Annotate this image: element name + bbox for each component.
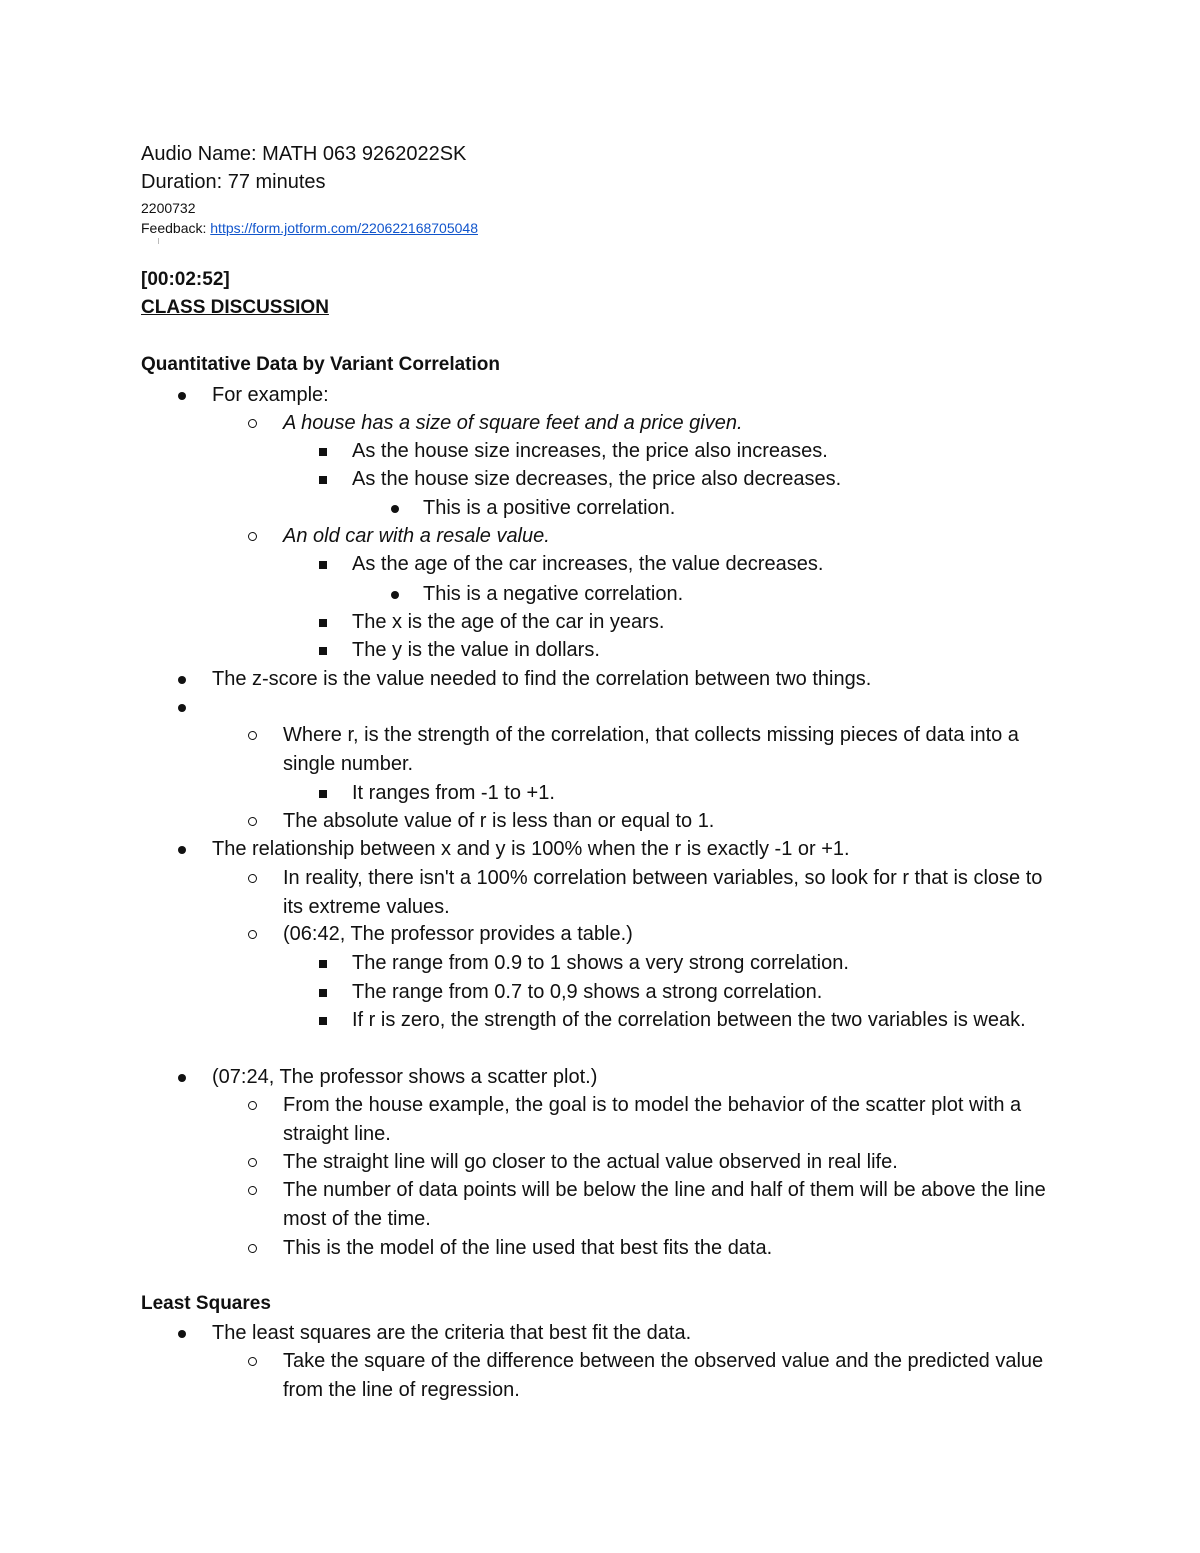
bullet-disc-icon [391, 591, 399, 599]
bullet-disc-icon [178, 1330, 186, 1338]
list-item: The number of data points will be below the line and half of them will be above the line most of the time. [283, 1176, 1053, 1233]
bullet-disc-icon [178, 676, 186, 684]
cursor-mark [158, 238, 159, 244]
bullet-circle-icon [248, 731, 257, 740]
bullet-square-icon [319, 448, 327, 456]
bullet-disc-icon [178, 392, 186, 400]
list-item: The y is the value in dollars. [352, 636, 1112, 665]
bullet-circle-icon [248, 930, 257, 939]
bullet-square-icon [319, 647, 327, 655]
list-item: (06:42, The professor provides a table.) [283, 920, 1103, 949]
list-item: The range from 0.9 to 1 shows a very strong correlation. [352, 949, 1112, 978]
list-item: As the age of the car increases, the value decreases. [352, 550, 1112, 579]
bullet-circle-icon [248, 817, 257, 826]
feedback-line [141, 218, 478, 238]
bullet-square-icon [319, 989, 327, 997]
document-id: 2200732 [141, 200, 196, 216]
bullet-circle-icon [248, 1186, 257, 1195]
bullet-disc-icon [178, 704, 186, 712]
bullet-circle-icon [248, 1101, 257, 1110]
list-item: The straight line will go closer to the actual value observed in real life. [283, 1148, 1103, 1177]
duration: Duration: 77 minutes [141, 171, 326, 193]
audio-name: Audio Name: MATH 063 9262022SK [141, 143, 467, 165]
bullet-circle-icon [248, 419, 257, 428]
list-item: It ranges from -1 to +1. [352, 779, 1112, 808]
list-item: Where r, is the strength of the correlation, that collects missing pieces of data into a single number. [283, 721, 1073, 778]
feedback-label: Feedback: [141, 220, 211, 236]
list-item-empty [212, 693, 1112, 721]
bullet-square-icon [319, 960, 327, 968]
list-item: The x is the age of the car in years. [352, 608, 1112, 637]
list-item: This is the model of the line used that best fits the data. [283, 1234, 1103, 1263]
list-item: A house has a size of square feet and a price given. [283, 409, 1103, 438]
bullet-square-icon [319, 790, 327, 798]
list-item: Take the square of the difference between the observed value and the predicted value from the line of regression. [283, 1347, 1063, 1404]
bullet-circle-icon [248, 1158, 257, 1167]
list-item: As the house size decreases, the price also decreases. [352, 465, 1112, 494]
bullet-square-icon [319, 476, 327, 484]
timestamp: [00:02:52] [141, 269, 230, 290]
feedback-link[interactable]: https://form.jotform.com/220622168705048 [210, 220, 478, 236]
bullet-circle-icon [248, 874, 257, 883]
list-item: As the house size increases, the price also increases. [352, 437, 1112, 466]
subsection-heading: Quantitative Data by Variant Correlation [141, 354, 500, 375]
list-item: This is a positive correlation. [423, 494, 1113, 523]
subsection-heading: Least Squares [141, 1293, 271, 1314]
list-item: The relationship between x and y is 100% when the r is exactly -1 or +1. [212, 835, 1112, 864]
bullet-square-icon [319, 561, 327, 569]
section-title: CLASS DISCUSSION [141, 297, 329, 318]
list-item: From the house example, the goal is to model the behavior of the scatter plot with a straight line. [283, 1091, 1043, 1148]
list-item: The least squares are the criteria that best fit the data. [212, 1319, 1112, 1348]
list-item: For example: [212, 381, 1112, 410]
bullet-circle-icon [248, 1244, 257, 1253]
list-item: The z-score is the value needed to find the correlation between two things. [212, 665, 1112, 694]
bullet-square-icon [319, 1017, 327, 1025]
list-item: The range from 0.7 to 0,9 shows a strong correlation. [352, 978, 1112, 1007]
bullet-circle-icon [248, 532, 257, 541]
bullet-circle-icon [248, 1357, 257, 1366]
list-item: In reality, there isn't a 100% correlation between variables, so look for r that is close to its extreme values. [283, 864, 1043, 921]
bullet-square-icon [319, 619, 327, 627]
bullet-disc-icon [178, 1074, 186, 1082]
list-item: This is a negative correlation. [423, 580, 1113, 609]
list-item: An old car with a resale value. [283, 522, 1103, 551]
bullet-disc-icon [178, 846, 186, 854]
bullet-disc-icon [391, 505, 399, 513]
list-item: The absolute value of r is less than or equal to 1. [283, 807, 1103, 836]
list-item: (07:24, The professor shows a scatter plot.) [212, 1063, 1112, 1092]
list-item: If r is zero, the strength of the correlation between the two variables is weak. [352, 1006, 1042, 1035]
